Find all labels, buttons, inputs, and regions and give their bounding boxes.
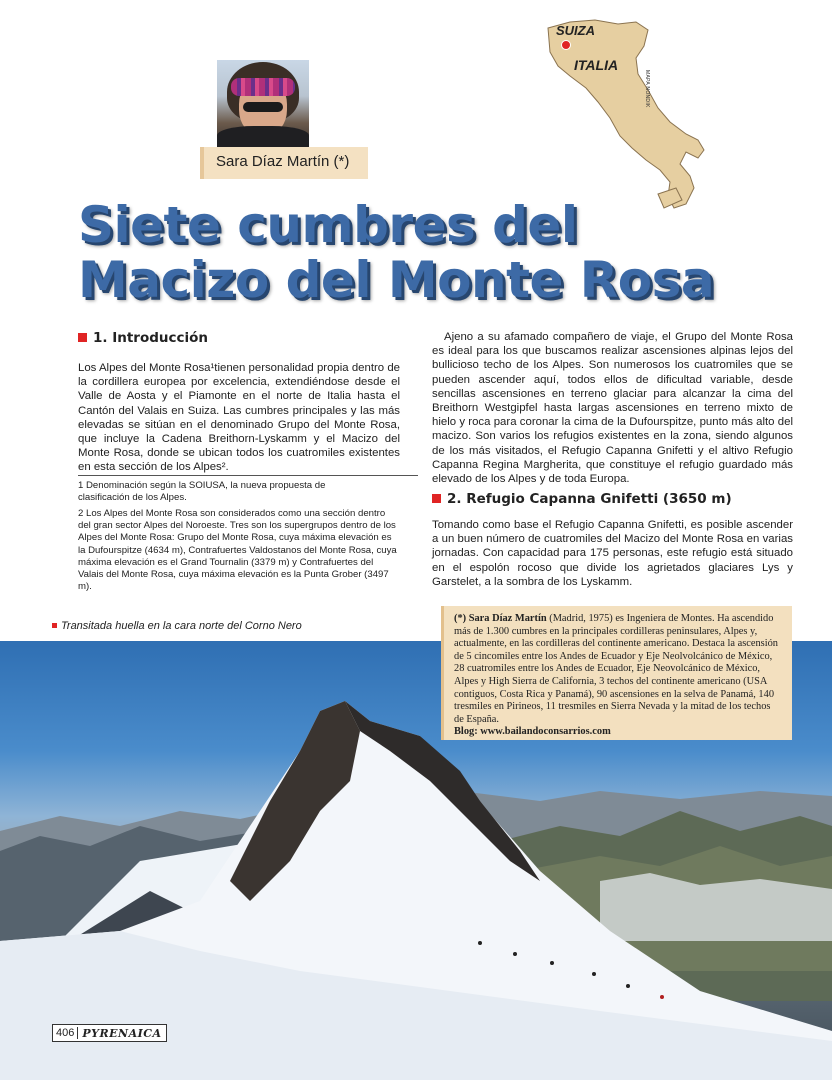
title-line-2: Macizo del Monte Rosa xyxy=(78,251,715,309)
magazine-logo: PYRENAICA xyxy=(82,1026,162,1040)
location-marker xyxy=(562,41,571,50)
photo-caption: Transitada huella en la cara norte del Corno Nero xyxy=(52,620,302,632)
article-title xyxy=(78,198,798,308)
author-bio-box xyxy=(441,606,792,740)
section-1-paragraph: Los Alpes del Monte Rosa¹tienen personalidad propia dentro de la cordillera europea por excelencia, extendiéndose desde el Valle de Aosta y el Piamonte en el norte de Italia hasta el Cantón del Valais en Suiza. Las cumbres principales y las más elevadas se sitúan en el denominado Grupo del Monte Rosa, que incluye la Cadena Breithorn-Lyskamm y el Macizo del Monte Rosa, donde se ubican todos los cuatromiles existentes en esta sección de los Alpes². xyxy=(78,362,400,474)
section-1-heading: 1. Introducción xyxy=(78,330,208,346)
title-line-1: Siete cumbres del xyxy=(78,196,578,254)
column-2-paragraph: Ajeno a su afamado compañero de viaje, el Grupo del Monte Rosa es ideal para los que buscamos realizar ascensiones alpinas lejos del bullicioso techo de los Alpes. Son numerosos los cuatromiles que se pueden ascender aquí, todos ellos de dificultad variable, desde sencillas ascensiones en terreno glaciar para alcanzar la cima del Breithorn Westgipfel hasta largas ascensiones en terreno mixto de hielo y roca para coronar la cima de la Dufourspitze, punto más alto del macizo. Son varios los refugios existentes en la zona, siendo algunos de los más visitados, el Refugio Capanna Gnifetti y el altivo Refugio Capanna Regina Margherita, que constituye el refugio guardado más elevado de los Alpes y de toda Europa. xyxy=(432,331,793,486)
red-square-icon xyxy=(432,494,441,503)
author-name: Sara Díaz Martín (*) xyxy=(200,147,368,179)
map-label-suiza: SUIZA xyxy=(556,23,595,38)
footnote-divider xyxy=(78,475,418,476)
italy-map xyxy=(540,18,710,213)
red-square-icon xyxy=(52,623,57,628)
bio-blog: Blog: www.bailandoconsarrios.com xyxy=(454,726,611,738)
page-footer xyxy=(52,1024,167,1042)
map-credit: MAPA NONDIK xyxy=(644,70,650,108)
section-2-heading: 2. Refugio Capanna Gnifetti (3650 m) xyxy=(432,491,732,507)
footnote-1: 1 Denominación según la SOIUSA, la nueva propuesta de clasificación de los Alpes. xyxy=(78,480,326,504)
page-number: 406 xyxy=(53,1027,78,1039)
map-label-italia: ITALIA xyxy=(574,57,619,73)
section-2-paragraph: Tomando como base el Refugio Capanna Gnifetti, es posible ascender a un buen número de cuatromiles del Macizo del Monte Rosa en varias jornadas. Con capacidad para 175 personas, este refugio está situado en el espolón rocoso que divide los agrietados glaciares Lys y Garstelet, a la sombra de los Lyskamm. xyxy=(432,519,793,588)
author-photo xyxy=(217,60,309,150)
red-square-icon xyxy=(78,333,87,342)
bio-name: (*) Sara Díaz Martín xyxy=(454,613,547,624)
bio-text: (Madrid, 1975) es Ingeniera de Montes. Ha ascendido más de 1.300 cumbres en la principales cordilleras peninsulares, Alpes y, actualmente, en las cordilleras del continente americano. Destaca la ascensión de 5 cincomiles entre los Andes de Ecuador y Eje Neolvolcánico de México, 28 cuatromiles entre los Andes de Ecuador, Eje Neovolcánico de México, Alpes y High Sierra de California, 3 techos del continente americano (USA contiguos, Costa Rica y Panamá), 90 ascensiones en la selva de Panamá, 140 tresmiles en Pirineos, 11 tresmiles en Sierra Nevada y la mitad de los techos de España. xyxy=(454,613,778,725)
footnote-2: 2 Los Alpes del Monte Rosa son considerados como una sección dentro del gran sector Alpes del Noroeste. Tres son los supergrupos dentro de los Alpes del Monte Rosa: Grupo del Monte Rosa, cuya máxima elevación es la Dufourspitze (4634 m), Contrafuertes Valdostanos del Monte Rosa, cuya máxima elevación es el Grand Tournalin (3379 m) y Contrafuertes del Valais del Monte Rosa, cuya máxima elevación es la Punta Grober (3497 m). xyxy=(78,508,397,593)
